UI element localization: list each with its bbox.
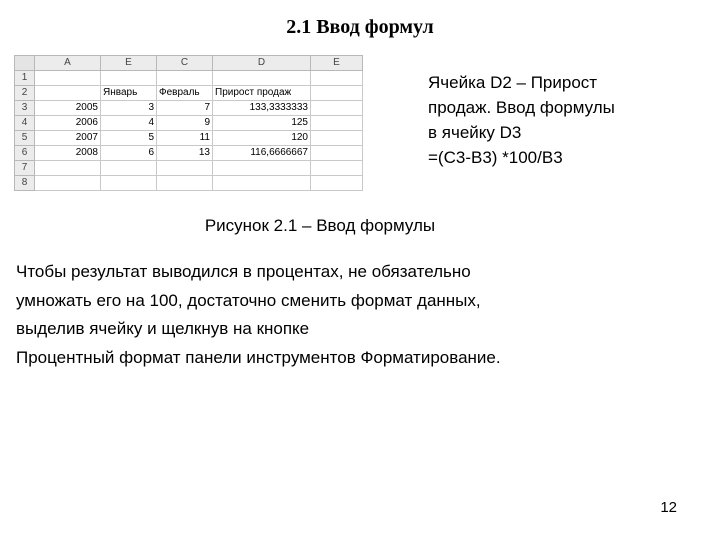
cell[interactable] <box>311 86 363 101</box>
cell[interactable]: 116,6666667 <box>213 146 311 161</box>
cell[interactable]: 133,3333333 <box>213 101 311 116</box>
sheet-row <box>15 71 363 86</box>
cell[interactable]: 7 <box>157 101 213 116</box>
cell[interactable]: Февраль <box>157 86 213 101</box>
cell[interactable] <box>35 176 101 191</box>
sheet-row <box>15 146 363 161</box>
cell[interactable]: 2005 <box>35 101 101 116</box>
cell[interactable] <box>101 176 157 191</box>
cell[interactable] <box>311 101 363 116</box>
figure-caption: Рисунок 2.1 – Ввод формулы <box>204 216 436 235</box>
cell[interactable] <box>157 71 213 86</box>
sheet-row <box>15 116 363 131</box>
row-header[interactable]: 1 <box>15 71 35 86</box>
sheet-row <box>15 86 363 101</box>
cell[interactable] <box>35 161 101 176</box>
column-header-row <box>15 56 363 71</box>
cell[interactable] <box>35 86 101 101</box>
column-header-b[interactable]: E <box>101 56 157 71</box>
cell[interactable]: 120 <box>213 131 311 146</box>
cell[interactable] <box>157 176 213 191</box>
sheet-row <box>15 176 363 191</box>
cell[interactable] <box>157 161 213 176</box>
body-paragraph <box>16 258 706 372</box>
body-line: Процентный формат панели инструментов Форматирование. <box>16 347 501 367</box>
cell[interactable]: 2006 <box>35 116 101 131</box>
row-header[interactable]: 7 <box>15 161 35 176</box>
body-line: умножать его на 100, достаточно сменить формат данных, <box>16 290 481 310</box>
cell[interactable] <box>35 71 101 86</box>
column-header-a[interactable]: A <box>35 56 101 71</box>
cell[interactable]: 6 <box>101 146 157 161</box>
body-line: Чтобы результат выводился в процентах, не обязательно <box>16 262 471 281</box>
cell[interactable]: 2007 <box>35 131 101 146</box>
cell[interactable]: 13 <box>157 146 213 161</box>
cell[interactable]: 11 <box>157 131 213 146</box>
cell[interactable]: Прирост продаж <box>213 86 311 101</box>
cell[interactable] <box>311 161 363 176</box>
cell[interactable] <box>213 176 311 191</box>
cell[interactable]: 4 <box>101 116 157 131</box>
cell[interactable] <box>101 161 157 176</box>
note-line: в ячейку D3 <box>428 123 522 142</box>
sheet-row <box>15 161 363 176</box>
cell[interactable] <box>311 146 363 161</box>
note-formula-line: =(C3-B3) *100/B3 <box>428 148 563 167</box>
cell[interactable]: Январь <box>101 86 157 101</box>
row-header[interactable]: 2 <box>15 86 35 101</box>
note-line: продаж. Ввод формулы <box>428 98 615 117</box>
select-all-corner[interactable] <box>15 56 35 71</box>
sheet-row <box>15 101 363 116</box>
row-header[interactable]: 6 <box>15 146 35 161</box>
note-line: Ячейка D2 – Прирост <box>428 73 598 92</box>
sheet-row <box>15 131 363 146</box>
cell[interactable] <box>311 71 363 86</box>
body-line: выделив ячейку и щелкнув на кнопке <box>16 319 310 338</box>
cell[interactable] <box>213 71 311 86</box>
cell[interactable]: 125 <box>213 116 311 131</box>
cell[interactable] <box>311 116 363 131</box>
cell[interactable] <box>101 71 157 86</box>
cell[interactable]: 3 <box>101 101 157 116</box>
page-title: 2.1 Ввод формул <box>286 16 434 38</box>
cell[interactable] <box>311 176 363 191</box>
spreadsheet-figure <box>14 55 363 191</box>
page-number: 12 <box>660 499 677 516</box>
column-header-c[interactable]: C <box>157 56 213 71</box>
column-header-e[interactable]: E <box>311 56 363 71</box>
row-header[interactable]: 3 <box>15 101 35 116</box>
cell[interactable] <box>213 161 311 176</box>
cell[interactable]: 2008 <box>35 146 101 161</box>
row-header[interactable]: 5 <box>15 131 35 146</box>
row-header[interactable]: 8 <box>15 176 35 191</box>
formula-note <box>428 70 698 170</box>
row-header[interactable]: 4 <box>15 116 35 131</box>
cell[interactable]: 9 <box>157 116 213 131</box>
cell[interactable] <box>311 131 363 146</box>
cell[interactable]: 5 <box>101 131 157 146</box>
column-header-d[interactable]: D <box>213 56 311 71</box>
